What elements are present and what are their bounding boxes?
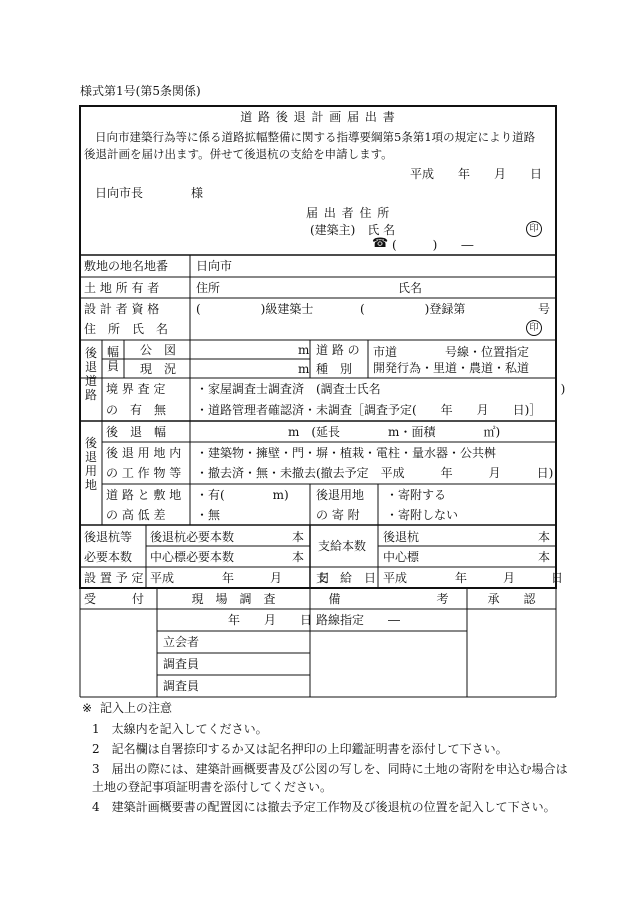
level-diff-label-1: 道 路 と 敷 地: [106, 488, 182, 502]
supply-center-label: 中心標: [383, 550, 420, 564]
designer-architect-class: ( )級建築士: [196, 302, 314, 316]
setback-land-group-label: 後退用地: [84, 436, 97, 492]
level-diff-value-1: ・有( m): [196, 488, 289, 502]
supply-stake-label: 後退杭: [383, 530, 420, 544]
applicant-name-label: (建築主) 氏 名: [310, 223, 396, 237]
setback-width-label: 後 退 幅: [106, 425, 167, 439]
witness-label: 立会者: [163, 635, 200, 649]
surveyor-label-1: 調査員: [163, 657, 200, 671]
receipt-label: 受 付: [84, 592, 145, 606]
supply-date-label: 支 給 日: [316, 571, 377, 585]
note-item: 3 届出の際には、建築計画概要書及び公図の写しを、同時に土地の寄附を申込む場合は: [92, 762, 568, 776]
applicant-phone: ( ) ―: [392, 238, 474, 252]
survey-label: 現 場 調 査: [191, 592, 276, 606]
owner-label: 土 地 所 有 者: [84, 281, 160, 295]
addressee: 日向市長 様: [95, 186, 204, 200]
intro-line-2: 後退計画を届け出ます。併せて後退杭の支給を申請します。: [84, 147, 393, 161]
road-type-label-2: 種 別: [316, 362, 353, 376]
note-item: 2 記名欄は自署捺印するか又は記名押印の上印鑑証明書を添付して下さい。: [92, 742, 508, 756]
applicant-seal: 印: [526, 221, 542, 237]
route-designation: 路線指定 ―: [316, 613, 401, 627]
structures-label-2: の 工 作 物 等: [106, 466, 182, 480]
required-label-1: 後退杭等: [84, 530, 133, 544]
center-required-label: 中心標必要本数: [150, 550, 235, 564]
note-item: 1 太線内を記入してください。: [92, 722, 268, 736]
supply-count-label: 支給本数: [318, 539, 367, 553]
stake-required-label: 後退杭必要本数: [150, 530, 235, 544]
supply-center-unit: 本: [538, 550, 551, 564]
form-title: 道 路 後 退 計 画 届 出 書: [240, 110, 396, 124]
designer-registration-unit: 号: [538, 302, 551, 316]
donation-label-1: 後退用地: [316, 488, 365, 502]
install-plan-value: 平成 年 月 日: [150, 571, 331, 585]
site-label: 敷地の地名地番: [84, 259, 169, 273]
supply-stake-unit: 本: [538, 530, 551, 544]
donation-value-2: ・寄附しない: [386, 508, 459, 522]
approval-label: 承 認: [487, 592, 536, 606]
owner-name: 氏名: [398, 281, 423, 295]
supply-date-value: 平成 年 月 日: [383, 571, 564, 585]
structures-value-1: ・建築物・擁壁・門・塀・植栽・電柱・量水器・公共桝: [196, 446, 497, 460]
stake-required-unit: 本: [292, 530, 305, 544]
notes-header: 記入上の注意: [100, 701, 173, 715]
level-diff-label-2: の 高 低 差: [106, 508, 166, 522]
note-item: 土地の登記事項証明書を添付してください。: [92, 780, 333, 794]
intro-line-1: 日向市建築行為等に係る道路拡幅整備に関する指導要綱第5条第1項の規定により道路: [95, 130, 536, 144]
structures-value-2: ・撤去済・無・未撤去(撤去予定 平成 年 月 日): [196, 466, 554, 480]
setback-width-value: m (延長 m・面積 ㎡): [288, 425, 501, 439]
structures-label-1: 後 退 用 地 内: [106, 446, 182, 460]
install-plan-label: 設 置 予 定: [84, 571, 144, 585]
road-type-value-1: 市道 号線・位置指定: [373, 345, 530, 359]
public-map-unit: m: [298, 343, 310, 357]
owner-address: 住所: [196, 281, 221, 295]
date-line: 平成 年 月 日: [410, 167, 543, 181]
current-state-label: 現 況: [140, 362, 177, 376]
road-width-label: 幅員: [106, 345, 119, 373]
required-label-2: 必要本数: [84, 550, 133, 564]
boundary-label-2: の 有 無: [106, 403, 167, 417]
current-state-unit: m: [298, 362, 310, 376]
boundary-value-1: ・家屋調査士調査済 (調査士氏名 ): [196, 382, 566, 396]
phone-icon: ☎: [372, 236, 389, 251]
setback-road-group-label: 後退道路: [84, 346, 97, 402]
boundary-label-1: 境 界 査 定: [106, 382, 166, 396]
designer-seal: 印: [526, 320, 542, 336]
donation-value-1: ・寄附する: [386, 488, 447, 502]
form-number: 様式第1号(第5条関係): [80, 84, 201, 98]
notes-mark: ※: [82, 701, 93, 715]
designer-registration: ( )登録第: [360, 302, 466, 316]
boundary-value-2: ・道路管理者確認済・未調査［調査予定( 年 月 日)］: [196, 403, 542, 417]
surveyor-label-2: 調査員: [163, 679, 200, 693]
note-item: 4 建築計画概要書の配置図には撤去予定工作物及び後退杭の位置を記入して下さい。: [92, 800, 556, 814]
center-required-unit: 本: [292, 550, 305, 564]
applicant-address-label: 届 出 者 住 所: [306, 206, 391, 220]
level-diff-value-2: ・無: [196, 508, 221, 522]
site-value: 日向市: [196, 259, 233, 273]
remarks-label: 備 考: [328, 592, 449, 606]
public-map-label: 公 図: [140, 343, 177, 357]
designer-name-label: 住 所 氏 名: [84, 322, 169, 336]
survey-date: 年 月 日: [228, 613, 313, 627]
road-type-label-1: 道 路 の: [316, 343, 360, 357]
donation-label-2: の 寄 附: [316, 508, 360, 522]
road-type-value-2: 開発行為・里道・農道・私道: [373, 361, 530, 375]
designer-qualification-label: 設 計 者 資 格: [84, 302, 160, 316]
